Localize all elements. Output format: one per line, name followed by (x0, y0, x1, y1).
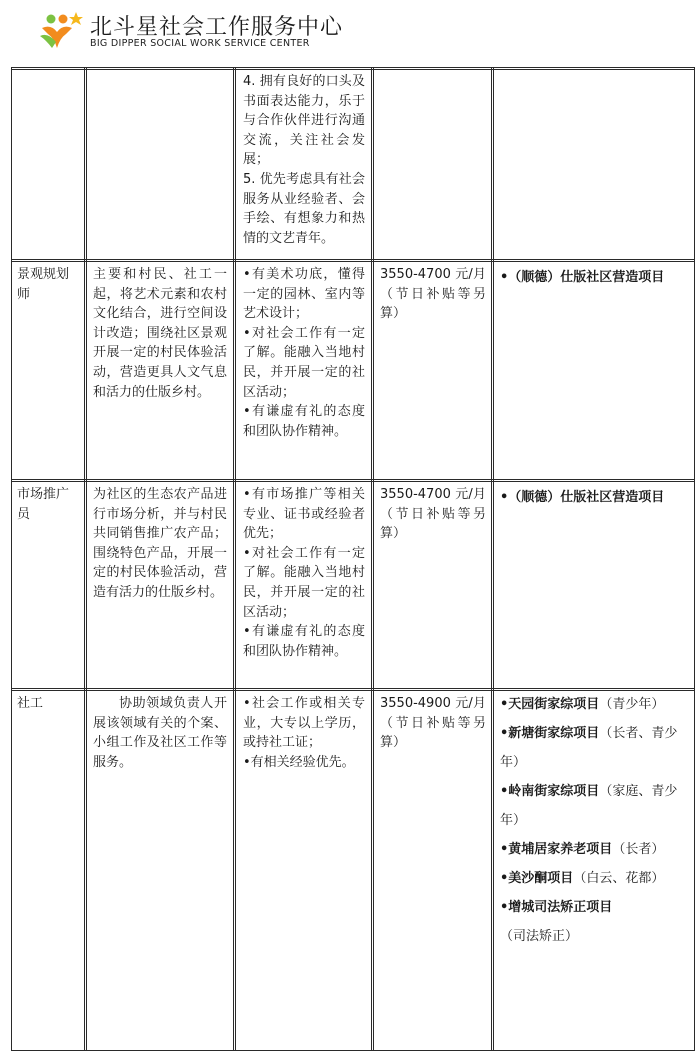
job-duties: 为社区的生态农产品进行市场分析，并与村民共同销售推广农产品；围绕特色产品，开展一定的村民体验活动，营造有活力的仕版乡村。 (93, 487, 227, 600)
project-list (500, 263, 686, 292)
job-requirements (243, 265, 365, 441)
project-item (500, 777, 686, 835)
project-name: •增城司法矫正项目 (500, 900, 613, 915)
project-note: （家庭、青少年） (500, 784, 678, 828)
project-list (500, 690, 686, 951)
requirement-item: 4. 拥有良好的口头及书面表达能力，乐于与合作伙伴进行沟通交流，关注社会发展； (243, 74, 365, 168)
project-note: （司法矫正） (500, 929, 579, 944)
job-requirements (243, 485, 365, 661)
salary: 3550-4700 元/月（节日补贴等另算） (380, 267, 486, 322)
project-note: （长者） (612, 842, 665, 857)
position-title: 社工 (17, 696, 44, 711)
requirement-item: •有相关经验优先。 (243, 754, 355, 770)
project-item (500, 893, 686, 951)
project-item (500, 719, 686, 777)
project-name: •岭南街家综项目 (500, 784, 600, 799)
salary: 3550-4700 元/月（节日补贴等另算） (380, 487, 486, 542)
project-name: •天园街家综项目 (500, 697, 600, 712)
requirement-item: •对社会工作有一定了解。能融入当地村民，并开展一定的社区活动； (243, 545, 365, 620)
project-name: •新塘街家综项目 (500, 726, 600, 741)
letterhead (0, 0, 700, 68)
project-note: （白云、花都） (573, 871, 665, 886)
project-name: •黄埔居家养老项目 (500, 842, 613, 857)
project-item (500, 835, 686, 864)
position-title: 景观规划师 (17, 267, 70, 302)
salary: 3550-4900 元/月（节日补贴等另算） (380, 696, 486, 751)
project-name: •美沙酮项目 (500, 871, 574, 886)
project-list (500, 483, 686, 512)
people-star-logo-icon (36, 8, 86, 52)
requirement-item: •有谦虚有礼的态度和团队协作精神。 (243, 404, 365, 439)
job-duties: 协助领域负责人开展该领域有关的个案、小组工作及社区工作等服务。 (93, 696, 227, 770)
project-item (500, 483, 686, 512)
position-title: 市场推广员 (17, 487, 70, 522)
org-name-english: BIG DIPPER SOCIAL WORK SERVICE CENTER (90, 38, 310, 49)
project-note: （青少年） (599, 697, 665, 712)
project-item (500, 690, 686, 719)
requirement-item: 5. 优先考虑具有社会服务从业经验者、会手绘、有想象力和热情的文艺青年。 (243, 171, 365, 246)
project-note: （长者、青少年） (500, 726, 678, 770)
org-name-chinese: 北斗星社会工作服务中心 (90, 15, 344, 40)
requirement-item: •社会工作或相关专业，大专以上学历，或持社工证； (243, 696, 365, 751)
project-name: •（顺德）仕版社区营造项目 (500, 490, 665, 505)
requirement-item: •有市场推广等相关专业、证书或经验者优先； (243, 487, 365, 542)
requirement-item: •有谦虚有礼的态度和团队协作精神。 (243, 624, 365, 659)
requirement-item: •对社会工作有一定了解。能融入当地村民，并开展一定的社区活动； (243, 325, 365, 400)
table-row (243, 72, 365, 248)
project-item (500, 263, 686, 292)
job-duties: 主要和村民、社工一起，将艺术元素和农村文化结合，进行空间设计改造；围绕社区景观开展一定的村民体验活动，营造更具人文气息和活力的仕版乡村。 (93, 267, 227, 400)
project-item (500, 864, 686, 893)
requirement-item: •有美术功底，懂得一定的园林、室内等艺术设计； (243, 267, 365, 322)
job-requirements (243, 694, 365, 772)
project-name: •（顺德）仕版社区营造项目 (500, 270, 665, 285)
